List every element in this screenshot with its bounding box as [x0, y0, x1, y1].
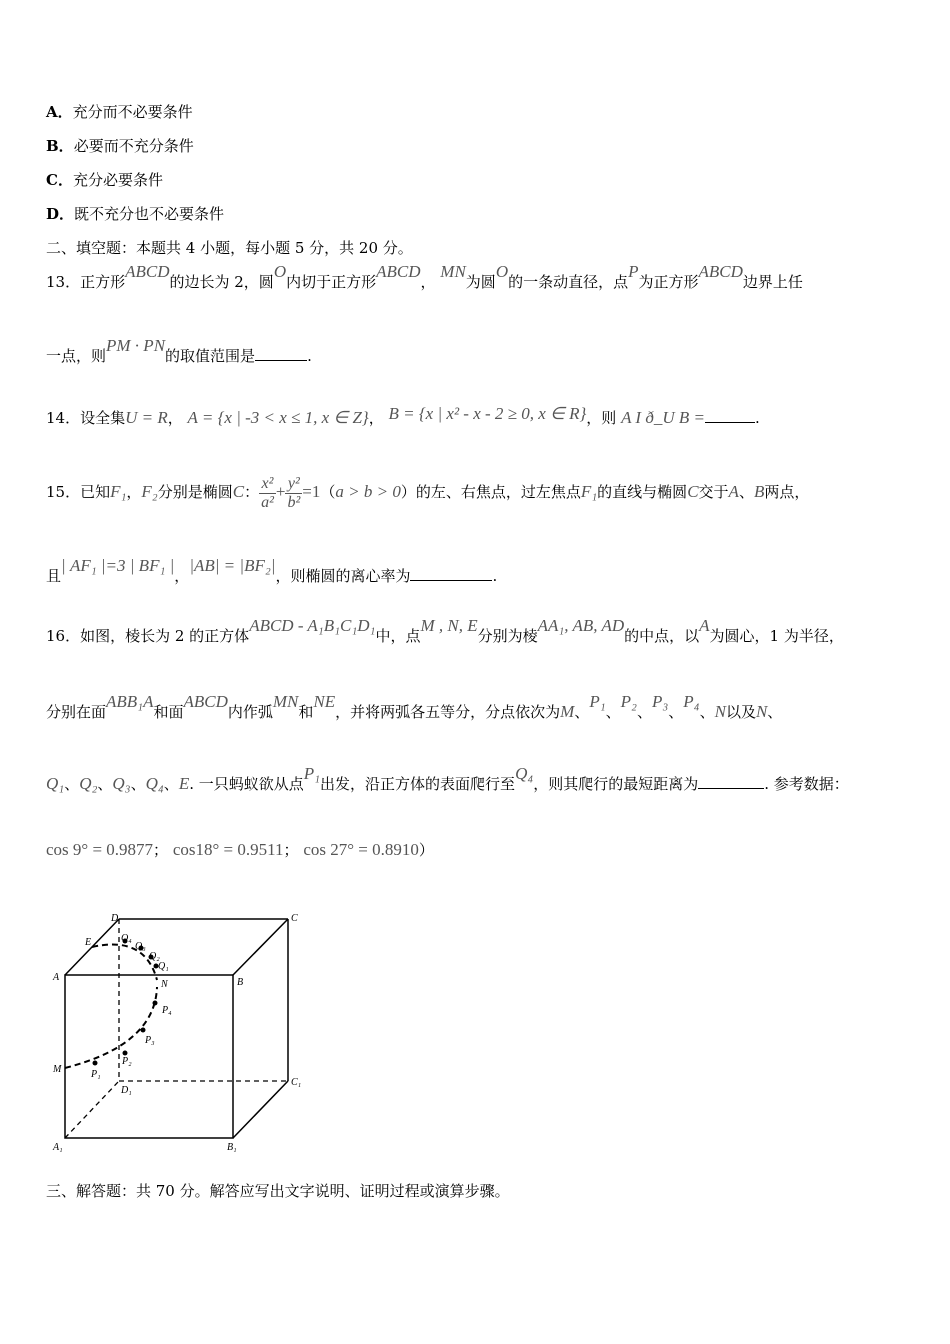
- math: Q₂: [79, 774, 98, 793]
- text: 的直线与椭圆: [597, 483, 688, 501]
- answer-blank: [255, 346, 307, 361]
- math: | AF₁ |=3 | BF₁ |: [61, 556, 175, 575]
- text: 已知: [80, 483, 111, 501]
- question-13-line-2: [46, 336, 312, 366]
- math: |AB| = |BF₂|: [189, 556, 276, 575]
- question-15-line-2: [46, 556, 498, 586]
- math: N: [755, 702, 768, 721]
- point-P1: [93, 1061, 98, 1066]
- text: 和面: [153, 703, 184, 721]
- arc-MN: [65, 987, 157, 1068]
- math: Q₄: [515, 764, 534, 783]
- math: Q₁: [46, 774, 65, 793]
- label-D1: D₁: [121, 1085, 132, 1096]
- text: 一点，则: [46, 347, 107, 365]
- question-number: 14．: [46, 409, 81, 427]
- label-A: A: [53, 972, 60, 983]
- label-P1: P₁: [91, 1069, 101, 1080]
- text: 、: [605, 703, 621, 721]
- math: A: [699, 616, 710, 635]
- numerator: y²: [285, 475, 302, 494]
- label-Q4: Q₄: [121, 933, 132, 944]
- cube-figure: [45, 905, 315, 1155]
- math: cos18° = 0.9511: [172, 840, 284, 859]
- text: 的中点，以: [624, 627, 700, 645]
- question-16-line-3: [46, 764, 849, 794]
- question-14: [46, 404, 760, 428]
- math: A = {x | -3 < x ≤ 1, x ∈ Z}: [187, 408, 369, 427]
- text: 如图，棱长为 2 的正方体: [80, 627, 250, 645]
- question-16-line-2: [46, 692, 783, 722]
- math: PM · PN: [106, 336, 166, 355]
- edge-BC: [233, 919, 288, 975]
- text: 和: [298, 703, 314, 721]
- text: 、: [64, 775, 80, 793]
- label-B: B: [237, 977, 244, 988]
- edge-A1D1-hidden: [65, 1081, 119, 1138]
- math: MN: [272, 692, 299, 711]
- math: cos 9° = 0.9877: [46, 840, 154, 859]
- question-15-line-1: [46, 472, 809, 512]
- option-letter: A．: [46, 103, 73, 121]
- text: ，则椭圆的离心率为: [275, 567, 411, 585]
- math: B: [753, 482, 765, 501]
- text: （: [320, 483, 336, 501]
- denominator: a²: [261, 493, 274, 511]
- math: A: [728, 482, 739, 501]
- denominator: b²: [287, 493, 301, 511]
- text: 的边长为 2，圆: [169, 273, 274, 291]
- text: ）: [418, 841, 434, 859]
- math: M , N, E: [420, 616, 478, 635]
- text: 为圆: [465, 273, 496, 291]
- option-a: [46, 102, 193, 122]
- math: A I ð_U B =: [621, 408, 705, 427]
- text: ，: [167, 409, 183, 427]
- math: F₂: [141, 482, 158, 501]
- label-A1: A₁: [53, 1142, 63, 1153]
- text: 交于: [698, 483, 729, 501]
- text: 的取值范围是: [165, 347, 256, 365]
- label-E: E: [85, 937, 92, 948]
- text: ，: [420, 273, 436, 291]
- text: ：: [244, 483, 260, 501]
- math: AA₁, AB, AD: [537, 616, 625, 635]
- text: ，: [126, 483, 142, 501]
- text: 内切于正方形: [286, 273, 377, 291]
- numerator: x²: [259, 475, 276, 494]
- math: U = R: [125, 408, 168, 427]
- math: O: [273, 262, 287, 281]
- option-b: [46, 136, 194, 156]
- text: 两点，: [764, 483, 810, 501]
- answer-blank: [705, 408, 755, 423]
- text: ，则: [586, 409, 617, 427]
- option-letter: D．: [46, 205, 75, 223]
- math: B = {x | x² - x - 2 ≥ 0, x ∈ R}: [388, 404, 587, 423]
- section-heading-solutions: 三、解答题：共 70 分。解答应写出文字说明、证明过程或演算步骤。: [46, 1182, 510, 1200]
- math: ABCD: [698, 262, 743, 281]
- option-text: 既不充分也不必要条件: [74, 205, 225, 223]
- question-16-reference-data: [46, 840, 434, 860]
- option-text: 充分而不必要条件: [72, 103, 193, 121]
- fraction-x: [259, 475, 276, 512]
- text: 以及: [725, 703, 756, 721]
- option-text: 充分必要条件: [72, 171, 163, 189]
- text: 、: [574, 703, 590, 721]
- math: a > b > 0: [335, 482, 401, 501]
- math: Q₃: [112, 774, 131, 793]
- text: 的一条动直径，点: [508, 273, 629, 291]
- label-C1: C₁: [291, 1077, 302, 1088]
- question-number: 16．: [46, 627, 81, 645]
- math: O: [495, 262, 509, 281]
- text: .: [492, 567, 498, 585]
- text: 且: [46, 567, 62, 585]
- math: P₁: [589, 692, 606, 711]
- fraction-y: [285, 475, 302, 512]
- label-C: C: [291, 913, 298, 924]
- text: ，则其爬行的最短距离为: [533, 775, 699, 793]
- text: 内作弧: [227, 703, 273, 721]
- label-M: M: [53, 1064, 62, 1075]
- question-13-line-1: [46, 262, 803, 292]
- label-Q1: Q₁: [158, 961, 169, 972]
- math: E: [178, 774, 190, 793]
- option-text: 必要而不充分条件: [73, 137, 194, 155]
- option-letter: C．: [46, 171, 73, 189]
- text: 、: [738, 483, 754, 501]
- math: +: [275, 482, 286, 501]
- math: P₃: [651, 692, 669, 711]
- math: P: [628, 262, 639, 281]
- text: 分别为棱: [477, 627, 538, 645]
- label-D: D: [111, 913, 119, 924]
- math: P₁: [303, 764, 321, 783]
- text: 分别在面: [46, 703, 107, 721]
- text: 边界上任: [742, 273, 803, 291]
- text: . 一只蚂蚁欲从点: [189, 775, 304, 793]
- text: ，并将两弧各五等分，分点依次为: [335, 703, 561, 721]
- math: ABCD: [183, 692, 228, 711]
- edge-B1C1: [233, 1081, 288, 1138]
- label-P4: P₄: [162, 1005, 172, 1016]
- question-number: 13．: [46, 273, 81, 291]
- text: 设全集: [80, 409, 126, 427]
- math: F₁: [110, 482, 127, 501]
- math: cos 27° = 0.8910: [303, 840, 419, 859]
- point-P4: [153, 1001, 158, 1006]
- math: ABB₁A: [106, 692, 154, 711]
- text: ；: [153, 841, 169, 859]
- text: 、: [636, 703, 652, 721]
- math: ABCD: [376, 262, 421, 281]
- math: ABCD: [125, 262, 170, 281]
- option-letter: B．: [46, 137, 74, 155]
- math: P₂: [620, 692, 637, 711]
- option-c: [46, 170, 163, 190]
- math: C: [232, 482, 245, 501]
- text: 、: [97, 775, 113, 793]
- section-heading-fill-in: 二、填空题：本题共 4 小题，每小题 5 分，共 20 分。: [46, 239, 413, 257]
- label-P3: P₃: [145, 1035, 155, 1046]
- label-Q3: Q₃: [135, 941, 146, 952]
- text: 、: [699, 703, 715, 721]
- question-number: 15．: [46, 483, 81, 501]
- text: 正方形: [80, 273, 126, 291]
- label-Q2: Q₂: [149, 951, 160, 962]
- math: Q₄: [145, 774, 164, 793]
- math: M: [560, 702, 575, 721]
- math: MN: [440, 262, 466, 281]
- math: P₄: [683, 692, 700, 711]
- text: 、: [130, 775, 146, 793]
- text: ，: [368, 409, 384, 427]
- cube-front-face: [65, 975, 233, 1138]
- text: 出发，沿正方体的表面爬行至: [320, 775, 516, 793]
- math: C: [687, 482, 699, 501]
- label-B1: B₁: [227, 1142, 237, 1153]
- text: 的左、右焦点，过左焦点: [415, 483, 581, 501]
- text: .: [754, 409, 760, 427]
- question-16-line-1: [46, 616, 844, 646]
- math: =1: [302, 482, 321, 501]
- option-d: [46, 204, 224, 224]
- point-P2: [123, 1051, 128, 1056]
- text: 为正方形: [638, 273, 699, 291]
- point-P3: [141, 1028, 146, 1033]
- text: 中，点: [375, 627, 421, 645]
- label-N: N: [161, 979, 168, 990]
- text: .: [307, 347, 312, 365]
- answer-blank: [698, 774, 764, 789]
- answer-blank: [410, 566, 492, 581]
- text: 分别是椭圆: [157, 483, 233, 501]
- math: F₁: [580, 482, 598, 501]
- text: 、: [163, 775, 179, 793]
- math: NE: [313, 692, 336, 711]
- math: ABCD - A₁B₁C₁D₁: [249, 616, 376, 635]
- text: ）: [400, 483, 416, 501]
- text: . 参考数据：: [764, 775, 849, 793]
- text: ；: [283, 841, 299, 859]
- text: ，: [174, 567, 190, 585]
- text: 为圆心，1 为半径，: [709, 627, 844, 645]
- math: N: [714, 702, 726, 721]
- text: 、: [767, 703, 783, 721]
- text: 、: [668, 703, 684, 721]
- label-P2: P₂: [122, 1056, 132, 1067]
